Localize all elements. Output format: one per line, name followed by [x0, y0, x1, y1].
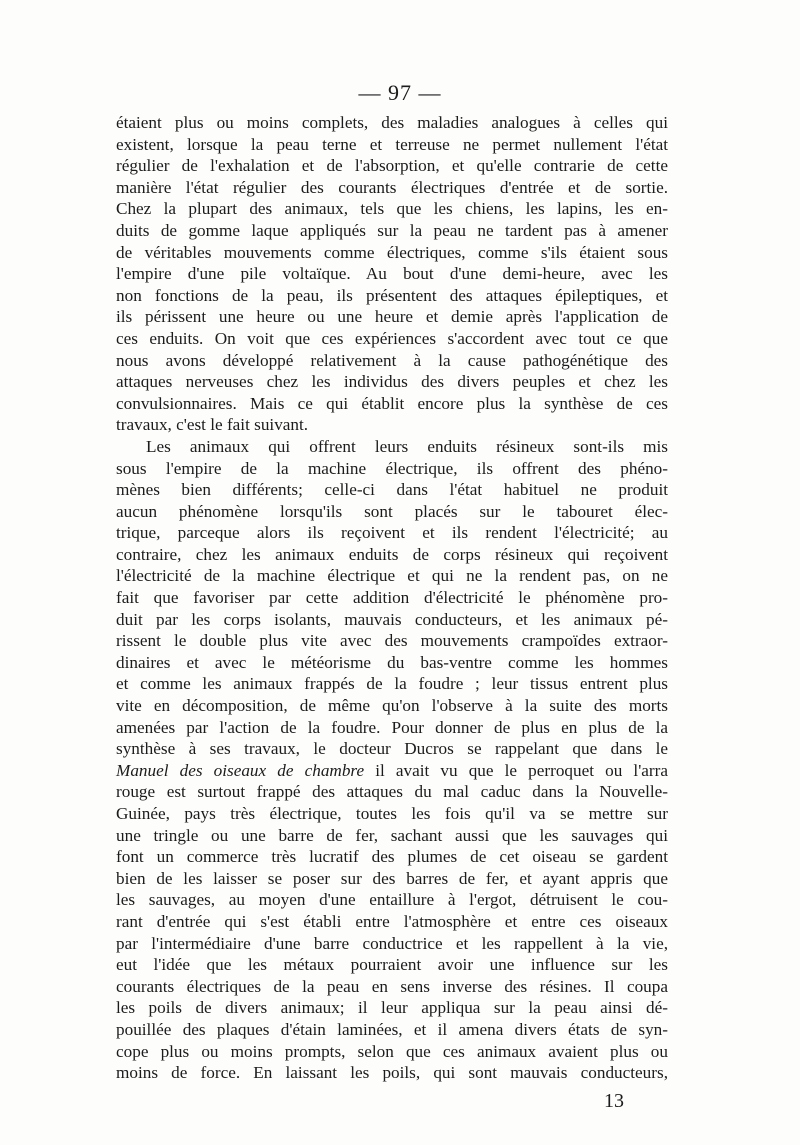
- line-text: les poils de divers animaux; il leur appliqua sur la peau ainsi dé-: [116, 998, 668, 1018]
- text-line: [116, 134, 668, 156]
- text-line: [116, 846, 668, 868]
- line-text: les sauvages, au moyen d'une entaillure à l'ergot, détruisent le cou-: [116, 890, 668, 910]
- line-text: et comme les animaux frappés de la foudre ; leur tissus entrent plus: [116, 674, 668, 694]
- line-text: non fonctions de la peau, ils présentent des attaques épileptiques, et: [116, 285, 668, 305]
- text-line: [116, 112, 668, 134]
- text-line: [116, 501, 668, 523]
- line-text: attaques nerveuses chez les individus des divers peuples et chez les: [116, 372, 668, 392]
- text-line: [116, 695, 668, 717]
- body-text: [116, 112, 668, 1084]
- line-text: trique, parceque alors ils reçoivent et ils rendent l'électricité; au: [116, 523, 668, 543]
- line-text: Les animaux qui offrent leurs enduits résineux sont-ils mis: [146, 436, 668, 456]
- italic-title: Manuel des oiseaux de chambre: [116, 760, 365, 780]
- text-line: [116, 781, 668, 803]
- text-line: [116, 306, 668, 328]
- text-line: [116, 458, 668, 480]
- line-text: Chez la plupart des animaux, tels que les chiens, les lapins, les en-: [116, 199, 668, 219]
- signature-mark: 13: [604, 1090, 624, 1112]
- line-text: par l'intermédiaire d'une barre conductrice et les rappellent à la vie,: [116, 933, 668, 953]
- line-text: l'électricité de la machine électrique et qui ne la rendent pas, on ne: [116, 566, 668, 586]
- text-line: [116, 285, 668, 307]
- line-text: de véritables mouvements comme électriques, comme s'ils étaient sous: [116, 242, 668, 262]
- line-text: rant d'entrée qui s'est établi entre l'atmosphère et entre ces oiseaux: [116, 911, 668, 931]
- text-line: [116, 868, 668, 890]
- text-line: [116, 177, 668, 199]
- line-text: cope plus ou moins prompts, selon que ces animaux avaient plus ou: [116, 1041, 668, 1061]
- text-line: [116, 976, 668, 998]
- line-text: bien de les laisser se poser sur des barres de fer, et ayant appris que: [116, 868, 668, 888]
- text-line: [116, 565, 668, 587]
- text-line: [116, 673, 668, 695]
- line-text: font un commerce très lucratif des plumes de cet oiseau se gardent: [116, 847, 668, 867]
- text-line: [116, 911, 668, 933]
- text-line: [116, 1019, 668, 1041]
- text-line: [116, 889, 668, 911]
- line-text: contraire, chez les animaux enduits de corps résineux qui reçoivent: [116, 544, 668, 564]
- text-line: [116, 1062, 668, 1084]
- text-line: [116, 803, 668, 825]
- text-line: [116, 522, 668, 544]
- line-text: une tringle ou une barre de fer, sachant aussi que les sauvages qui: [116, 825, 668, 845]
- line-text: nous avons développé relativement à la cause pathogénétique des: [116, 350, 668, 370]
- text-line: [116, 220, 668, 242]
- line-text: eut l'idée que les métaux pourraient avoir une influence sur les: [116, 955, 668, 975]
- text-line: [116, 587, 668, 609]
- line-text: l'empire d'une pile voltaïque. Au bout d'une demi-heure, avec les: [116, 264, 668, 284]
- text-line: [116, 630, 668, 652]
- line-text: vite en décomposition, de même qu'on l'observe à la suite des morts: [116, 696, 668, 716]
- text-line: [116, 263, 668, 285]
- line-text: il avait vu que le perroquet ou l'arra: [364, 760, 669, 780]
- line-text: courants électriques de la peau en sens inverse des résines. Il coupa: [116, 976, 668, 996]
- text-line: [116, 350, 668, 372]
- line-text: synthèse à ses travaux, le docteur Ducros se rappelant que dans le: [116, 739, 668, 759]
- text-line: [116, 436, 668, 458]
- text-line: [116, 242, 668, 264]
- line-text: régulier de l'exhalation et de l'absorption, et qu'elle contrarie de cette: [116, 156, 668, 176]
- text-line: [116, 1041, 668, 1063]
- line-text: convulsionnaires. Mais ce qui établit encore plus la synthèse de ces: [116, 393, 668, 413]
- text-line: [116, 609, 668, 631]
- line-text: Guinée, pays très électrique, toutes les fois qu'il va se mettre sur: [116, 804, 668, 823]
- line-text: rissent le double plus vite avec des mouvements crampoïdes extraor-: [116, 631, 668, 651]
- line-text: manière l'état régulier des courants électriques d'entrée et de sortie.: [116, 177, 668, 197]
- text-line: [116, 328, 668, 350]
- line-text: duit par les corps isolants, mauvais conducteurs, et les animaux pé-: [116, 609, 668, 629]
- line-text: dinaires et avec le météorisme du bas-ventre comme les hommes: [116, 652, 668, 672]
- text-line: [116, 954, 668, 976]
- page-number: — 97 —: [358, 80, 442, 105]
- line-text: étaient plus ou moins complets, des maladies analogues à celles qui: [116, 113, 668, 132]
- line-text: fait que favoriser par cette addition d'électricité le phénomène pro-: [116, 588, 668, 608]
- line-text: ces enduits. On voit que ces expériences s'accordent avec tout ce que: [116, 328, 668, 348]
- text-line: [116, 544, 668, 566]
- text-line: [116, 414, 668, 436]
- line-text: aucun phénomène lorsqu'ils sont placés sur le tabouret élec-: [116, 501, 668, 521]
- text-line: [116, 198, 668, 220]
- line-text: existent, lorsque la peau terne et terreuse ne permet nullement l'état: [116, 134, 668, 154]
- line-text: amenées par l'action de la foudre. Pour donner de plus en plus de la: [116, 717, 668, 737]
- text-line: [116, 997, 668, 1019]
- line-text: pouillée des plaques d'étain laminées, et il amena divers états de syn-: [116, 1019, 668, 1039]
- line-text: ils périssent une heure ou une heure et demie après l'application de: [116, 307, 668, 327]
- line-text: duits de gomme laque appliqués sur la peau ne tardent pas à amener: [116, 220, 668, 240]
- text-line: [116, 825, 668, 847]
- line-text: sous l'empire de la machine électrique, ils offrent des phéno-: [116, 458, 668, 478]
- line-text: mènes bien différents; celle-ci dans l'état habituel ne produit: [116, 480, 668, 500]
- text-line: [116, 738, 668, 760]
- text-line: [116, 760, 668, 782]
- text-line: [116, 933, 668, 955]
- line-text: travaux, c'est le fait suivant.: [116, 415, 309, 435]
- text-line: [116, 155, 668, 177]
- text-line: [116, 717, 668, 739]
- line-text: rouge est surtout frappé des attaques du mal caduc dans la Nouvelle-: [116, 782, 668, 802]
- text-line: [116, 652, 668, 674]
- line-text: moins de force. En laissant les poils, qui sont mauvais conducteurs,: [116, 1063, 668, 1083]
- text-line: [116, 393, 668, 415]
- text-line: [116, 479, 668, 501]
- text-line: [116, 371, 668, 393]
